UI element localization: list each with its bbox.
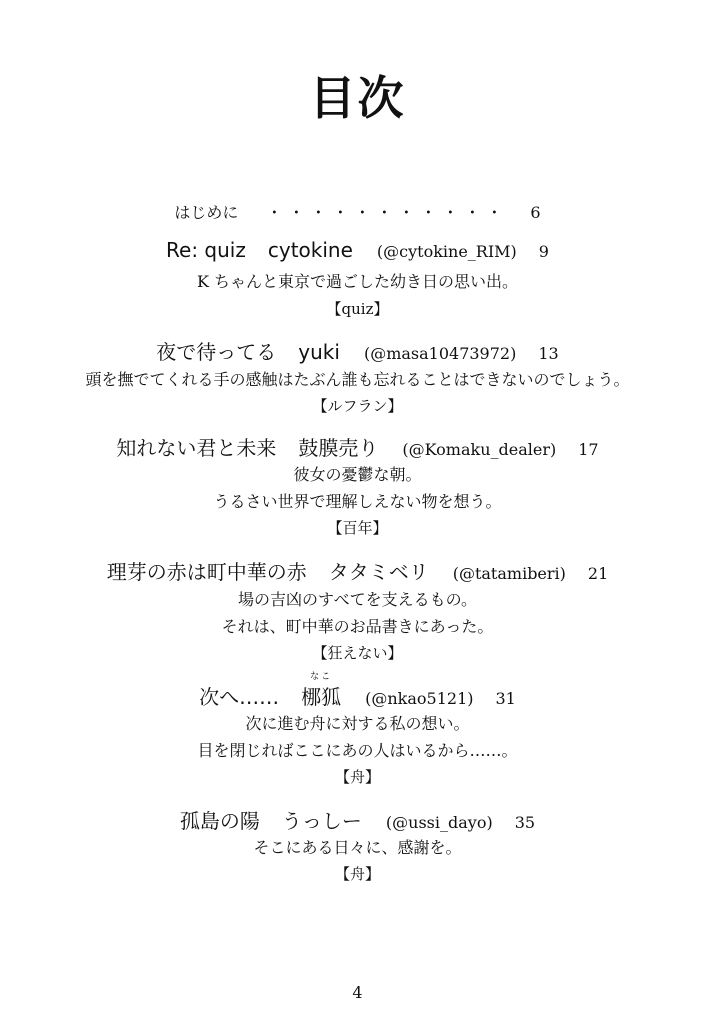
entry-description: 次に進む舟に対する私の想い。	[245, 714, 470, 733]
entry-page: 31	[495, 689, 516, 708]
entry-page: 13	[538, 344, 559, 363]
entry-description: それは、町中華のお品書きにあった。	[221, 617, 494, 636]
entry-author-ruby	[301, 672, 342, 710]
entry-page: 17	[578, 440, 599, 459]
entry-tag: 【舟】	[334, 865, 380, 883]
entry-description: 彼女の憂鬱な朝。	[293, 465, 422, 484]
entry-tag: 【狂えない】	[312, 644, 403, 662]
entry-title: 知れない君と未来	[116, 436, 277, 460]
entry-tag: 【ルフラン】	[312, 397, 403, 415]
entry-page: 35	[514, 813, 536, 832]
entry-author: 鼓膜売り	[298, 436, 379, 460]
entry-tag: 【舟】	[334, 768, 380, 786]
entry-author: 梛狐	[301, 685, 342, 709]
toc-entry-heading	[0, 805, 715, 834]
entry-handle: (@nkao5121)	[365, 689, 474, 708]
entry-page: 9	[538, 242, 549, 261]
entry-handle: (@masa10473972)	[363, 344, 517, 363]
entry-handle: (@cytokine_RIM)	[376, 242, 517, 261]
intro-line	[0, 200, 715, 223]
entry-tag: 【quiz】	[326, 300, 389, 318]
entry-title: 夜で待ってる	[156, 340, 277, 364]
entry-handle: (@ussi_dayo)	[385, 813, 493, 832]
entry-handle: (@Komaku_dealer)	[402, 440, 557, 459]
toc-entry-heading	[0, 556, 715, 585]
toc-entry-heading	[0, 672, 715, 710]
entry-tag: 【百年】	[327, 519, 388, 537]
entry-title: Re: quiz	[166, 238, 246, 262]
entry-author: yuki	[298, 340, 340, 364]
entry-author: cytokine	[267, 238, 353, 262]
entry-page: 21	[587, 564, 609, 583]
entry-description: 目を閉じればここにあの人はいるから……。	[197, 741, 518, 760]
entry-description: そこにある日々に、感謝を。	[253, 838, 462, 857]
ruby-reading: なこ	[310, 672, 333, 682]
entry-title: 理芽の赤は町中華の赤	[106, 560, 307, 584]
page-number: 4	[352, 983, 363, 1002]
entry-author: うっしー	[281, 809, 362, 833]
entry-description: K ちゃんと東京で過ごした幼き日の思い出。	[196, 272, 519, 291]
entry-handle: (@tatamiberi)	[452, 564, 566, 583]
entry-description: 頭を撫でてくれる手の感触はたぶん誰も忘れることはできないのでしょう。	[85, 370, 630, 389]
entry-author: タタミベリ	[328, 560, 429, 584]
toc-entry-heading	[0, 336, 715, 365]
entry-description: うるさい世界で理解しえない物を想う。	[213, 492, 502, 511]
page-title: 目次	[309, 71, 406, 125]
entry-description: 場の吉凶のすべてを支えるもの。	[237, 590, 478, 609]
intro-page: 6	[530, 203, 541, 222]
intro-label: はじめに	[174, 203, 239, 222]
entry-title: 孤島の陽	[179, 809, 260, 833]
toc-entry-heading	[0, 432, 715, 461]
entry-title: 次へ……	[199, 685, 280, 709]
leader-dots: ・・・・・・・・・・・	[266, 203, 509, 222]
toc-entry-heading	[0, 238, 715, 262]
